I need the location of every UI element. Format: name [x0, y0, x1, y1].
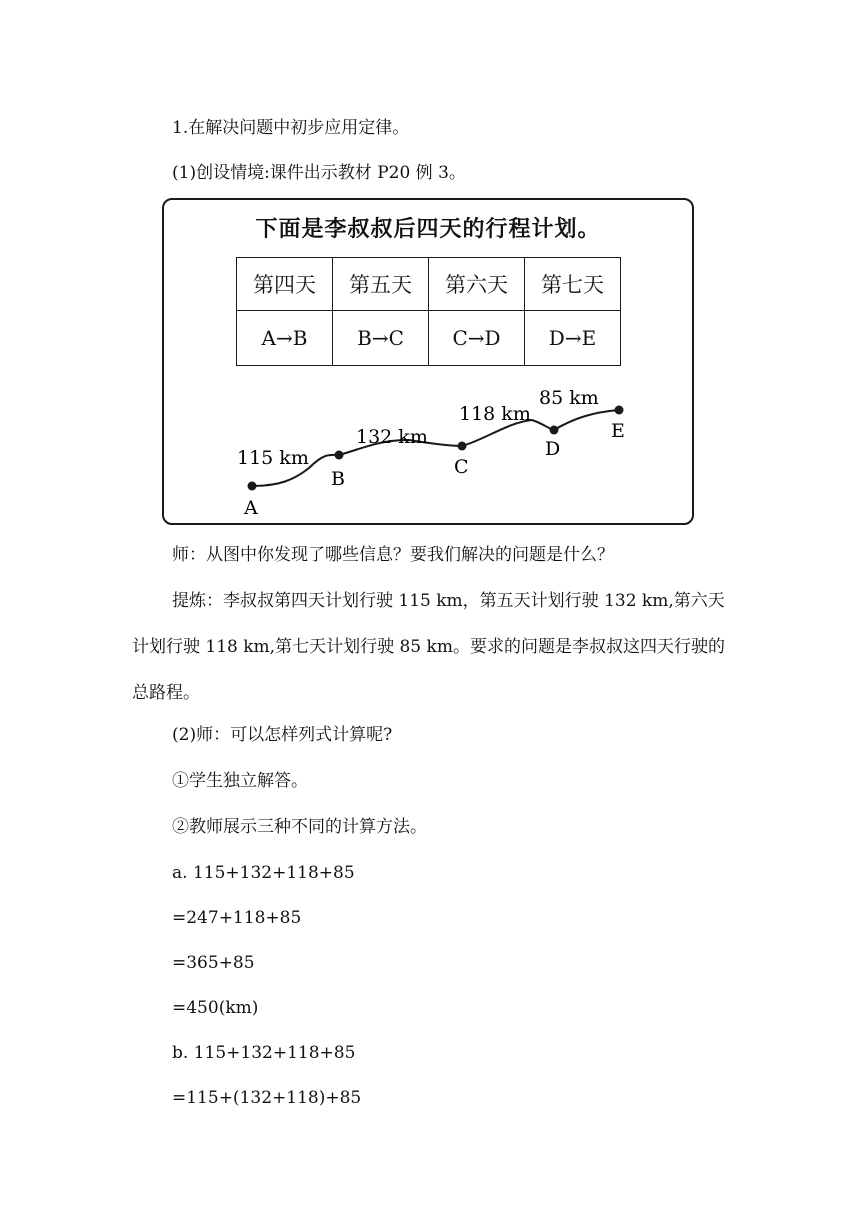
summary-paragraph: 提炼：李叔叔第四天计划行驶 115 km，第五天计划行驶 132 km,第六天计划行驶 118 km,第七天计划行驶 85 km。要求的问题是李叔叔这四天行驶的总路程。 [132, 591, 725, 703]
point-e-dot [615, 406, 624, 415]
teacher-question-2: (2)师：可以怎样列式计算呢? [172, 725, 393, 745]
point-c-dot [458, 442, 467, 451]
point-b-dot [335, 451, 344, 460]
route-day-6: C→D [429, 311, 525, 366]
day-4-header: 第四天 [237, 258, 333, 311]
point-a-label: A [244, 497, 258, 519]
day-7-header: 第七天 [525, 258, 621, 311]
route-day-7: D→E [525, 311, 621, 366]
distance-ab-label: 115 km [237, 447, 309, 469]
teacher-question-1: 师：从图中你发现了哪些信息？要我们解决的问题是什么？ [172, 545, 614, 565]
method-a-line-1: a. 115+132+118+85 [172, 863, 355, 883]
point-e-label: E [611, 420, 625, 442]
distance-cd-label: 118 km [459, 403, 531, 425]
point-d-label: D [545, 438, 561, 460]
travel-plan-figure [162, 198, 694, 525]
text-line-1: 1.在解决问题中初步应用定律。 [172, 118, 410, 138]
point-b-label: B [331, 468, 345, 490]
route-day-4: A→B [237, 311, 333, 366]
text-line-2: (1)创设情境:课件出示教材 P20 例 3。 [172, 163, 466, 183]
method-b-line-1: b. 115+132+118+85 [172, 1043, 356, 1063]
day-6-header: 第六天 [429, 258, 525, 311]
method-a-line-2: =247+118+85 [172, 908, 302, 928]
step-2: ②教师展示三种不同的计算方法。 [172, 817, 427, 837]
distance-bc-label: 132 km [356, 426, 428, 448]
day-5-header: 第五天 [333, 258, 429, 311]
point-d-dot [550, 426, 559, 435]
step-1: ①学生独立解答。 [172, 771, 308, 791]
method-a-line-3: =365+85 [172, 953, 255, 973]
figure-title: 下面是李叔叔后四天的行程计划。 [255, 217, 601, 242]
route-map [164, 200, 691, 522]
point-c-label: C [454, 456, 469, 478]
point-a-dot [248, 482, 257, 491]
route-day-5: B→C [333, 311, 429, 366]
method-b-line-2: =115+(132+118)+85 [172, 1088, 362, 1108]
distance-de-label: 85 km [539, 387, 599, 409]
method-a-line-4: =450(km) [172, 998, 259, 1018]
